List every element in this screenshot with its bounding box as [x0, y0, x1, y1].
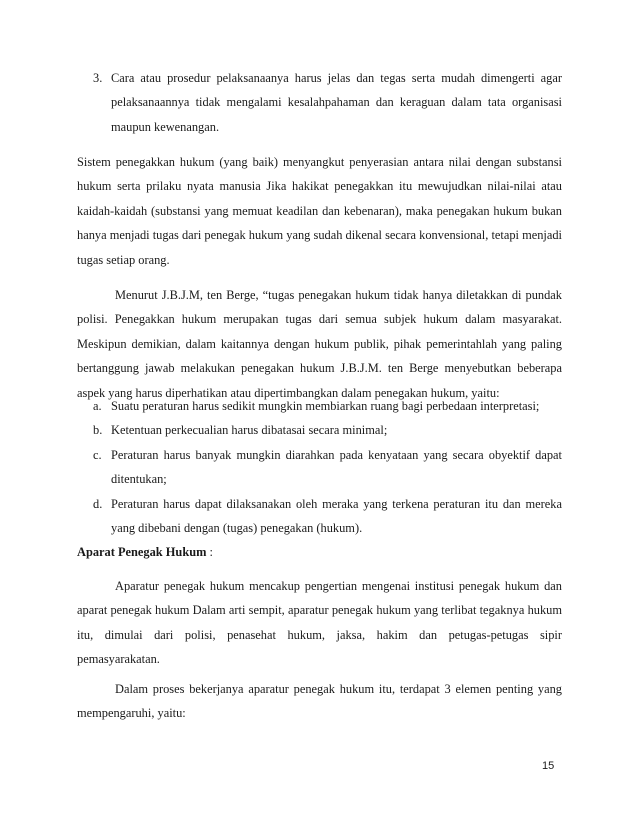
list-marker: a.: [93, 399, 102, 413]
list-item: [77, 443, 562, 492]
list-item-3: [77, 66, 562, 139]
list-marker: 3.: [93, 71, 103, 85]
heading-text: Aparat Penegak Hukum: [77, 545, 207, 559]
list-marker: c.: [93, 447, 102, 462]
paragraph-3: Aparatur penegak hukum mencakup pengertian mengenai institusi penegak hukum dan aparat penegak hukum Dalam arti sempit, aparatur penegak hukum yang terlibat tegaknya hukum itu, dimulai dari polisi, penasehat hukum, jaksa, hakim dan petugas-petugas sipir pemasyarakatan.: [77, 579, 562, 667]
list-item: [77, 492, 562, 541]
list-item-text: Peraturan harus banyak mungkin diarahkan pada kenyataan yang secara obyektif dapat ditentukan;: [111, 447, 562, 487]
list-item-text: Suatu peraturan harus sedikit mungkin membiarkan ruang bagi perbedaan interpretasi;: [111, 399, 540, 413]
list-item-text: Peraturan harus dapat dilaksanakan oleh meraka yang terkena peraturan itu dan mereka yang dibebani dengan (tugas) penegakan (hukum).: [111, 496, 562, 536]
aspect-list: [77, 394, 562, 540]
paragraph-4: Dalam proses bekerjanya aparatur penegak hukum itu, terdapat 3 elemen penting yang mempengaruhi, yaitu:: [77, 682, 562, 721]
heading-suffix: :: [206, 545, 213, 559]
section-heading: [77, 540, 213, 564]
paragraph-1: Sistem penegakkan hukum (yang baik) menyangkut penyerasian antara nilai dengan substansi hukum serta prilaku nyata manusia Jika hakikat penegakkan itu mewujudkan nilai-nilai atau kaidah-kaidah (substansi yang memuat keadilan dan kebenaran), maka penegakan hukum bukan hanya menjadi tugas dari penegak hukum yang sudah dikenal secara konvensional, tetapi menjadi tugas setiap orang.: [77, 155, 562, 267]
list-marker: d.: [93, 496, 103, 511]
list-item-text: Ketentuan perkecualian harus dibatasai secara minimal;: [111, 423, 388, 438]
list-item-text: Cara atau prosedur pelaksanaanya harus jelas dan tegas serta mudah dimengerti agar pelaksanaannya tidak mengalami kesalahpahaman dan keraguan dalam tata organisasi maupun kewenangan.: [111, 71, 562, 134]
list-item: [77, 394, 562, 418]
list-marker: b.: [93, 423, 103, 438]
page-number: 15: [542, 760, 555, 772]
paragraph-2: Menurut J.B.J.M, ten Berge, “tugas penegakan hukum tidak hanya diletakkan di pundak polisi. Penegakkan hukum merupakan tugas dari semua subjek hukum dalam masyarakat. Meskipun demikian, dalam kaitannya dengan hukum publik, pihak pemerintahlah yang paling bertanggung jawab melakukan penegakan hukum J.B.J.M. ten Berge menyebutkan beberapa aspek yang harus diperhatikan atau dipertimbangkan dalam penegakan hukum, yaitu:: [77, 288, 562, 400]
list-item: [77, 418, 562, 442]
